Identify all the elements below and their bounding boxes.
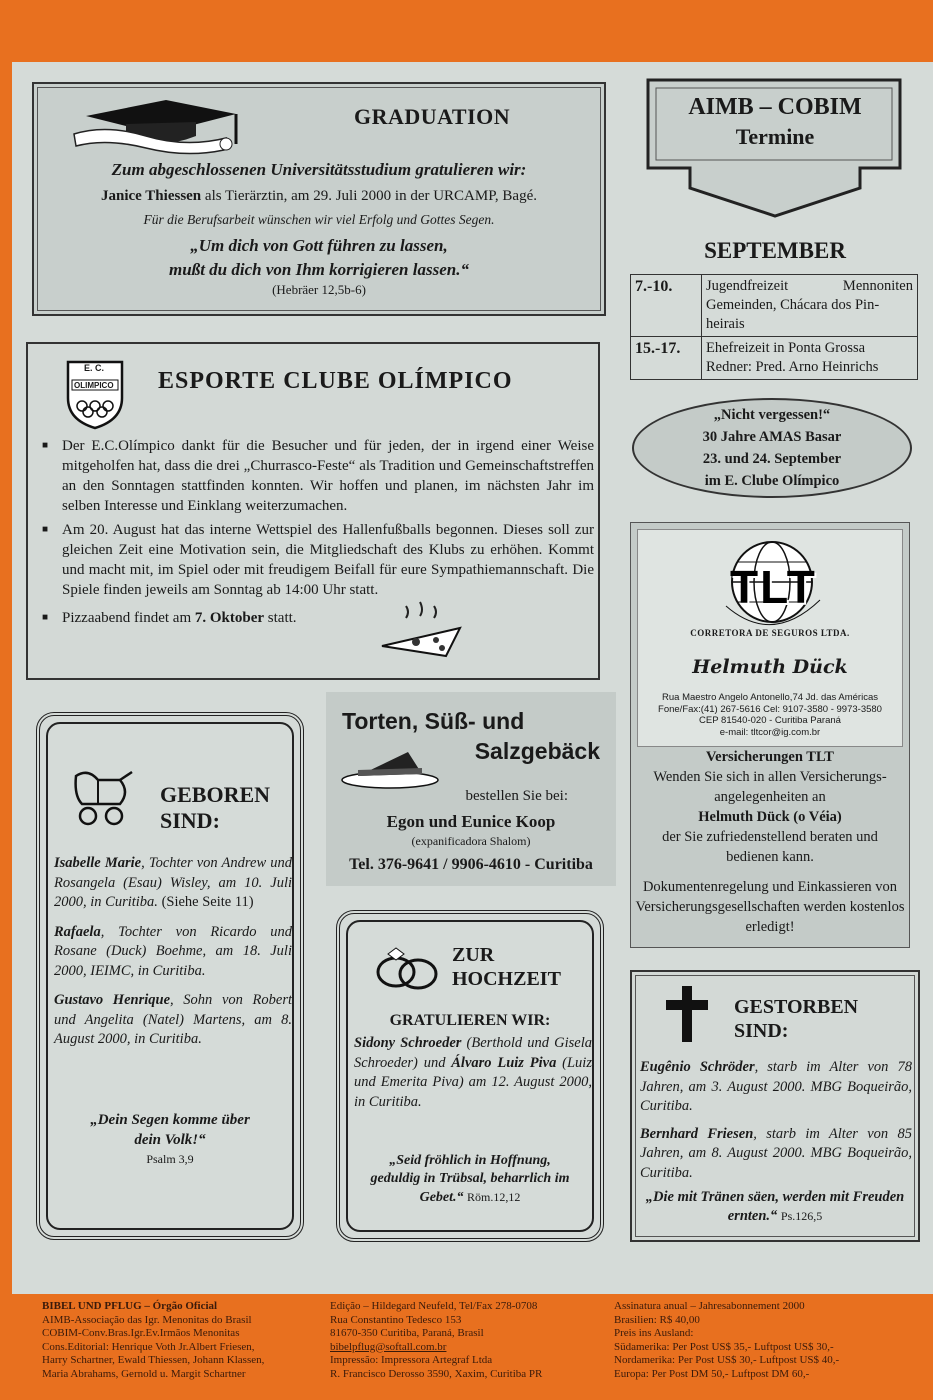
tlt-signature: Helmuth Dück (692, 656, 848, 678)
schedule-event: Jugendfreizeit Mennoniten Gemeinden, Chácara dos Pin- heirais (702, 275, 918, 337)
cake-icon (338, 742, 442, 790)
hochzeit-congr: GRATULIEREN WIR: (389, 1012, 551, 1029)
torten-phone: Tel. 376-9641 / 9906-4610 - Curitiba (349, 856, 593, 873)
esporte-title: ESPORTE CLUBE OLÍMPICO (158, 368, 513, 394)
gestorben-quote: „Die mit Tränen säen, werden mit Freuden ernten.“ Ps.126,5 (645, 1189, 905, 1224)
aimb-subtitle: Termine (735, 124, 815, 149)
hochzeit-quote: „Seid fröhlich in Hoffnung, geduldig in Trübsal, beharrlich im Gebet.“ Röm.12,12 (370, 1153, 570, 1205)
oval-line: „Nicht vergessen!“ (713, 407, 831, 423)
graduation-box (32, 82, 606, 316)
tlt-card-details: Rua Maestro Angelo Antonello,74 Jd. das Américas Fone/Fax:(41) 267-5616 Cel: 9107-3580 - 9973-3580 CEP 81540-020 - Curitiba Paraná e-mail: tltcor@ig.com.br (658, 692, 882, 738)
graduation-title: GRADUATION (354, 104, 511, 129)
schedule-date: 7.-10. (631, 275, 702, 337)
birth-entry: Gustavo Henrique, Sohn von Robert und Angelita (Natel) Martens, am 8. August 2000, in Curitiba. (54, 992, 292, 1047)
aimb-banner (646, 78, 904, 218)
geboren-quote-1: „Dein Segen komme über (90, 1112, 250, 1128)
esporte-item: ■ Am 20. August hat das interne Wettspiel des Hallenfußballs begonnen. Dieses soll zur gleichen Zeit eine Motivation sein, die Mitgliedschaft des Klubs zu erhöhen. Kommt und macht mit, im Spiel oder mit freudigem Beifall für eure Sympathiemannschaft. Die Spiele finden jeweils am Sonntag ab 14:00 Uhr statt. (42, 522, 594, 598)
tlt-insurance-ad (630, 522, 910, 948)
graduation-ref: (Hebräer 12,5b-6) (272, 282, 366, 297)
amas-basar-oval (632, 398, 912, 498)
tlt-body: Versicherungen TLT Wenden Sie sich in allen Versicherungs-angelegenheiten an Helmuth Dück (o Véia) der Sie zufriedenstellend beraten und bedienen kann. Dokumentenregelung und Einkassieren von Versicherungsgesellschaften werden kostenlos erledigt! (635, 749, 905, 935)
footer-email-link[interactable]: bibelpflug@softall.com.br (330, 1340, 447, 1353)
bullet-icon: ■ (42, 440, 49, 451)
wedding-rings-icon (368, 946, 448, 996)
footer-col-publisher: BIBEL UND PFLUG – Órgão Oficial AIMB-Associação das Igr. Menonitas do Brasil COBIM-Conv.Bras.Igr.Ev.Irmãos Menonitas Cons.Editorial: Henrique Voth Jr.Albert Friesen, Harry Schartner, Ewald Thiessen, Johann Klassen, Maria Abrahams, Gernold u. Margit Schartner (42, 1300, 265, 1380)
tlt-ring-text: CORRETORA DE SEGUROS LTDA. (690, 628, 850, 638)
oval-line: im E. Clube Olímpico (704, 473, 840, 489)
aimb-month: SEPTEMBER (704, 238, 846, 263)
graduation-detail (34, 188, 604, 205)
graduate-name: Janice Thiessen (101, 188, 202, 204)
torten-order: bestellen Sie bei: (465, 788, 568, 804)
footer-col-edition: Edição – Hildegard Neufeld, Tel/Fax 278-0708 Rua Constantino Tedesco 153 81670-350 Curitiba, Paraná, Brasil bibelpflug@softall.com.br Impressão: Impressora Artegraf Ltda R. Francisco Derosso 3590, Xaxim, Curitiba PR (330, 1300, 600, 1381)
gestorben-box (630, 970, 920, 1242)
schedule-date: 15.-17. (631, 337, 702, 380)
crest-name-text: OLIMPICO (74, 381, 114, 390)
pizza-icon (376, 600, 466, 662)
graduate-detail: als Tierärztin, am 29. Juli 2000 in der URCAMP, Bagé. (201, 188, 537, 204)
graduation-cap-icon (66, 94, 246, 160)
tlt-logo-text: TLT (730, 561, 817, 613)
cross-icon (662, 984, 712, 1044)
birth-entry: Rafaela, Tochter von Ricardo und Rosane (Duck) Boehme, am 18. Juli 2000, IEIMC, in Curitiba. (54, 923, 292, 979)
esporte-paragraphs (34, 436, 594, 628)
bullet-icon: ■ (42, 524, 49, 535)
esporte-item: ■ Der E.C.Olímpico dankt für die Besucher und für jeden, der in irgend einer Weise mitgeholfen hat, dass die drei „Churrasco-Feste“ als Tradition und Gemeinschaftstreffen an den Sonntagen stattfinden konnten. Wir hoffen und planen, im nächsten Jahr im selben Interesse und Einklang weiterzumachen. (42, 438, 594, 514)
graduation-quote-1: „Um dich von Gott führen zu lassen, (190, 236, 448, 255)
hochzeit-title-1: ZUR (452, 944, 495, 966)
torten-title-2: Salzgebäck (474, 738, 600, 764)
graduation-subtitle: Zum abgeschlossenen Universitätsstudium gratulieren wir: (111, 160, 527, 179)
graduation-wish: Für die Berufsarbeit wünschen wir viel Erfolg und Gottes Segen. (143, 212, 495, 227)
torten-company: (expanificadora Shalom) (411, 834, 531, 848)
baby-carriage-icon (70, 766, 136, 828)
footer-col-subscription: Assinatura anual – Jahresabonnement 2000 Brasilien: R$ 40,00 Preis ins Ausland: Südamerika: Per Post US$ 35,- Luftpost US$ 30,- Nordamerika: Per Post US$ 30,- Luftpost US$ 40,- Europa: Per Post DM 50,- Luftpost DM 60,- (614, 1300, 840, 1380)
schedule-row (631, 275, 918, 337)
geboren-title-2: SIND: (160, 808, 220, 833)
torten-title-1: Torten, Süß- und (342, 708, 525, 734)
hochzeit-title-2: HOCHZEIT (452, 968, 561, 990)
gestorben-title-2: SIND: (734, 1020, 789, 1042)
torten-ad (326, 692, 616, 886)
crest-top-text: E. C. (84, 363, 105, 373)
business-card (637, 529, 903, 747)
schedule-event: Ehefreizeit in Ponta Grossa Redner: Pred. Arno Heinrichs (702, 337, 918, 380)
masthead-footer (0, 1296, 933, 1400)
bullet-icon: ■ (42, 612, 49, 623)
aimb-schedule (630, 274, 918, 380)
geboren-quote-2: dein Volk!“ (134, 1132, 206, 1148)
schedule-row (631, 337, 918, 380)
esporte-item: ■ Pizzaabend findet am 7. Oktober statt. (42, 610, 297, 626)
oval-line: 23. und 24. September (702, 451, 842, 467)
death-entry: Bernhard Friesen, starb im Alter von 85 Jahren, am 8. August 2000. MBG Boqueirão, Curitiba. (640, 1125, 912, 1181)
graduation-quote-2: mußt du dich von Ihm korrigieren lassen.“ (169, 260, 469, 279)
geboren-ref: Psalm 3,9 (146, 1152, 194, 1166)
geboren-frame (36, 712, 304, 1240)
death-entry: Eugênio Schröder, starb im Alter von 78 Jahren, am 3. August 2000. MBG Boqueirão, Curitiba. (640, 1059, 912, 1114)
hochzeit-entry: Sidony Schroeder (Berthold und Gisela Schroeder) und Álvaro Luiz Piva (Luiz und Emerita Piva) am 12. August 2000, in Curitiba. (354, 1035, 592, 1110)
geboren-entries (54, 854, 292, 1050)
gestorben-title-1: GESTORBEN (734, 996, 859, 1018)
aimb-title: AIMB – COBIM (688, 94, 862, 120)
torten-names: Egon und Eunice Koop (386, 812, 556, 831)
hochzeit-frame (336, 910, 604, 1242)
esporte-clube-box (26, 342, 600, 680)
gestorben-entries (640, 1058, 912, 1183)
oval-line: 30 Jahre AMAS Basar (702, 429, 842, 445)
birth-entry: Isabelle Marie, Tochter von Andrew und Rosangela (Esau) Wisley, am 10. Juli 2000, in Curitiba. (Siehe Seite 11) (54, 855, 292, 910)
geboren-title-1: GEBOREN (160, 782, 271, 807)
